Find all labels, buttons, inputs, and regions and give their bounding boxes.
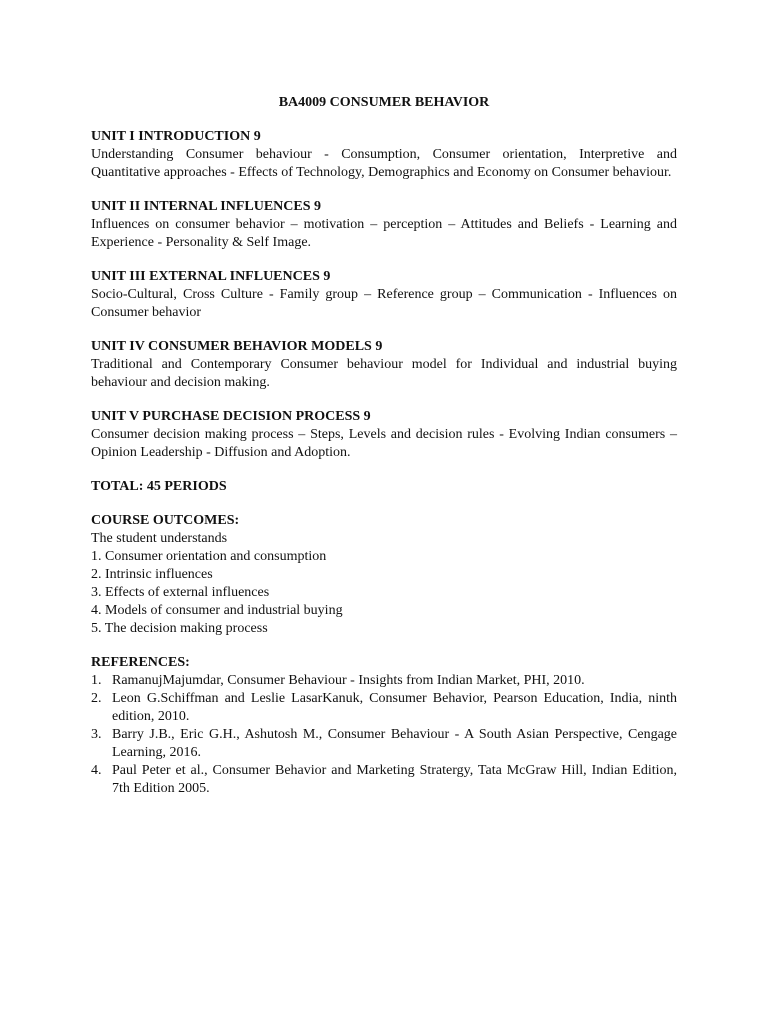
references-list bbox=[91, 672, 677, 798]
course-outcomes-intro: The student understands bbox=[91, 531, 228, 546]
unit-1-heading: UNIT I INTRODUCTION 9 bbox=[91, 129, 261, 144]
unit-4-body: Traditional and Contemporary Consumer behaviour model for Individual and industrial buying behaviour and decision making. bbox=[91, 357, 677, 390]
course-outcomes-heading: COURSE OUTCOMES: bbox=[91, 513, 240, 528]
course-outcomes-section bbox=[91, 512, 677, 638]
syllabus-page bbox=[91, 94, 677, 814]
unit-2-body: Influences on consumer behavior – motivation – perception – Attitudes and Beliefs - Learning and Experience - Personality & Self Image. bbox=[91, 217, 677, 250]
unit-3-body: Socio-Cultural, Cross Culture - Family group – Reference group – Communication - Influences on Consumer behavior bbox=[91, 287, 677, 320]
reference-text: Paul Peter et al., Consumer Behavior and Marketing Stratergy, Tata McGraw Hill, Indian Edition, 7th Edition 2005. bbox=[112, 763, 677, 796]
total-section bbox=[91, 478, 677, 496]
reference-item bbox=[91, 672, 677, 690]
reference-text: RamanujMajumdar, Consumer Behaviour - Insights from Indian Market, PHI, 2010. bbox=[112, 673, 585, 688]
reference-item bbox=[91, 762, 677, 798]
reference-item bbox=[91, 690, 677, 726]
unit-2-heading: UNIT II INTERNAL INFLUENCES 9 bbox=[91, 199, 322, 214]
total-periods: TOTAL: 45 PERIODS bbox=[91, 479, 227, 494]
reference-number: 4. bbox=[91, 763, 102, 778]
references-section bbox=[91, 654, 677, 798]
document-title: BA4009 CONSUMER BEHAVIOR bbox=[278, 95, 490, 110]
outcome-item: 5. The decision making process bbox=[91, 621, 268, 636]
unit-4-section bbox=[91, 338, 677, 392]
reference-text: Leon G.Schiffman and Leslie LasarKanuk, Consumer Behavior, Pearson Education, India, ninth edition, 2010. bbox=[112, 691, 677, 724]
reference-number: 1. bbox=[91, 673, 102, 688]
unit-1-body: Understanding Consumer behaviour - Consumption, Consumer orientation, Interpretive and Quantitative approaches - Effects of Technology, Demographics and Economy on Consumer behaviour. bbox=[91, 147, 677, 180]
unit-5-heading: UNIT V PURCHASE DECISION PROCESS 9 bbox=[91, 409, 371, 424]
unit-2-section bbox=[91, 198, 677, 252]
reference-number: 2. bbox=[91, 691, 102, 706]
unit-1-section bbox=[91, 128, 677, 182]
unit-5-body: Consumer decision making process – Steps, Levels and decision rules - Evolving Indian consumers – Opinion Leadership - Diffusion and Adoption. bbox=[91, 427, 677, 460]
unit-5-section bbox=[91, 408, 677, 462]
outcome-item: 1. Consumer orientation and consumption bbox=[91, 549, 327, 564]
outcome-item: 2. Intrinsic influences bbox=[91, 567, 213, 582]
reference-item bbox=[91, 726, 677, 762]
reference-text: Barry J.B., Eric G.H., Ashutosh M., Consumer Behaviour - A South Asian Perspective, Cengage Learning, 2016. bbox=[112, 727, 677, 760]
reference-number: 3. bbox=[91, 727, 102, 742]
outcome-item: 3. Effects of external influences bbox=[91, 585, 270, 600]
references-heading: REFERENCES: bbox=[91, 655, 190, 670]
unit-3-section bbox=[91, 268, 677, 322]
unit-3-heading: UNIT III EXTERNAL INFLUENCES 9 bbox=[91, 269, 331, 284]
outcome-item: 4. Models of consumer and industrial buying bbox=[91, 603, 343, 618]
unit-4-heading: UNIT IV CONSUMER BEHAVIOR MODELS 9 bbox=[91, 339, 383, 354]
